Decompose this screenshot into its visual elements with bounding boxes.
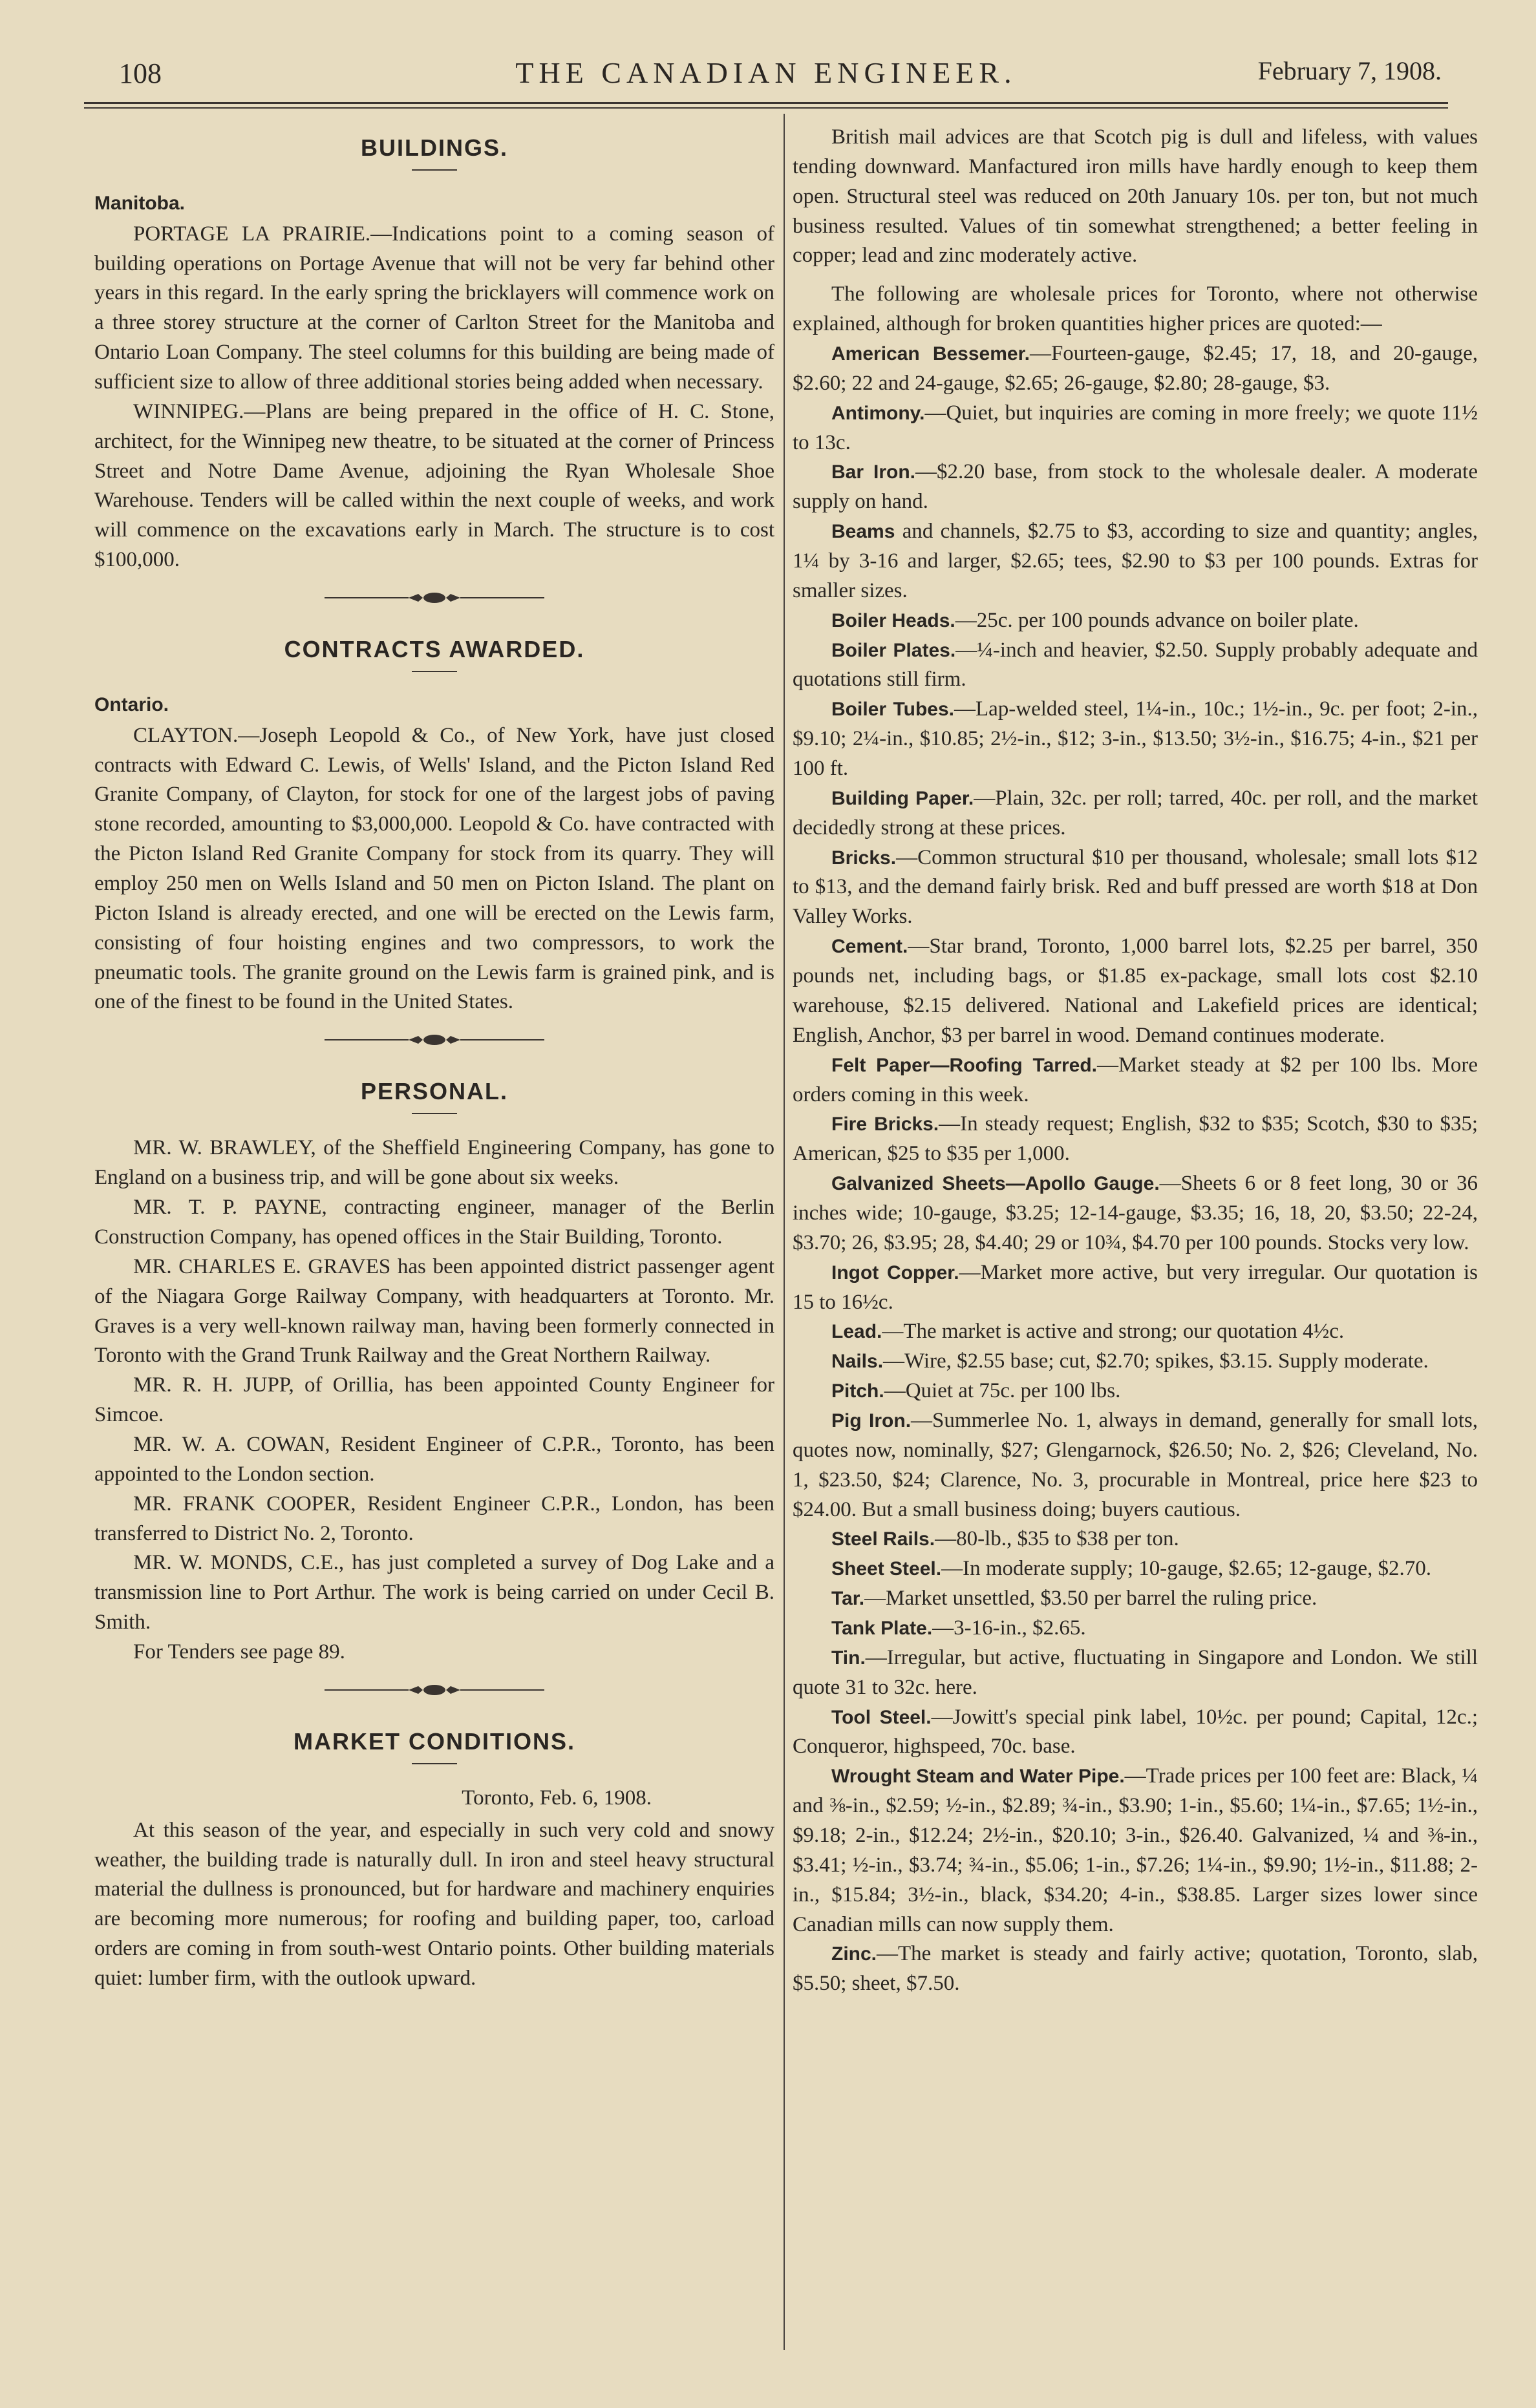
price-entry: [793, 1939, 1478, 1999]
market-heading: MARKET CONDITIONS.: [293, 1727, 575, 1755]
header-rule-thin: [84, 107, 1448, 109]
price-item-name: Bar Iron.: [831, 461, 916, 483]
personal-item: MR. R. H. JUPP, of Orillia, has been appointed County Engineer for Simcoe.: [94, 1373, 774, 1427]
price-item-text: —Common structural $10 per thousand, wholesale; small lots $12 to $13, and the demand fairly brisk. Red and buff pressed are worth $18 at Don Valley Works.: [793, 845, 1478, 929]
header-rule: [84, 102, 1448, 104]
price-item-text: —80-lb., $35 to $38 per ton.: [935, 1527, 1179, 1551]
right-column: [793, 123, 1478, 1999]
price-item-name: Sheet Steel.: [831, 1558, 942, 1580]
price-item-text: —Jowitt's special pink label, 10½c. per pound; Capital, 12c.; Conqueror, highspeed, 70c. base.: [793, 1705, 1478, 1758]
price-item-text: —Trade prices per 100 feet are: Black, ¼ and ⅜-in., $2.59; ½-in., $2.89; ¾-in., $3.90; 1-in., $5.60; 1¼-in., $7.65; 1½-in., $9.18; 2-in., $12.24; 2½-in., $20.10; 3-in., $26.40. Galvanized, ¼ and ⅜-in., $3.41; ½-in., $3.74; ¾-in., $5.06; 1-in., $7.26; 1¼-in., $9.90; 1½-in., $11.88; 2-in., $15.84; 3½-in., black, $34.20; 4-in., $38.85. Larger sizes lower since Canadian mills can now supply them.: [793, 1764, 1478, 1936]
price-item-text: —Fourteen-gauge, $2.45; 17, 18, and 20-gauge, $2.60; 22 and 24-gauge, $2.65; 26-gauge, $2.80; 28-gauge, $3.: [793, 342, 1478, 395]
price-item-text: —3-16-in., $2.65.: [932, 1616, 1086, 1640]
price-item-text: —¼-inch and heavier, $2.50. Supply probably adequate and quotations still firm.: [793, 638, 1478, 692]
price-entry: [793, 843, 1478, 933]
price-item-name: Pig Iron.: [831, 1410, 912, 1431]
left-column: [94, 123, 774, 1994]
price-item-text: —Market more active, but very irregular. Our quotation is 15 to 16½c.: [793, 1260, 1478, 1314]
section-ornament: [94, 1030, 774, 1059]
price-item-name: Tank Plate.: [831, 1617, 933, 1639]
region-manitoba: Manitoba.: [94, 193, 185, 215]
price-entry: [793, 1584, 1478, 1614]
price-item-name: Tin.: [831, 1647, 866, 1669]
price-item-text: —Plain, 32c. per roll; tarred, 40c. per roll, and the market decidedly strong at these prices.: [793, 786, 1478, 840]
price-item-name: Bricks.: [831, 847, 897, 869]
price-item-name: Antimony.: [831, 402, 925, 424]
price-item-name: Cement.: [831, 936, 908, 958]
portage-paragraph: PORTAGE LA PRAIRIE.—Indications point to a coming season of building operations on Portage Avenue that will not be very far behind other years in this regard. In the early spring the bricklayers will commence work on a three storey structure at the corner of Carlton Street for the Manitoba and Ontario Loan Company. The steel columns for this building are being made of sufficient size to allow of three additional stories being added when necessary.: [94, 222, 774, 394]
price-item-text: —Lap-welded steel, 1¼-in., 10c.; 1½-in., 9c. per foot; 2-in., $9.10; 2¼-in., $10.85; 2½-in., $12; 3-in., $13.50; 3½-in., $16.75; 4-in., $21 per 100 ft.: [793, 697, 1478, 781]
price-item-text: —The market is steady and fairly active; quotation, Toronto, slab, $5.50; sheet, $7.50.: [793, 1942, 1478, 1996]
price-item-text: —25c. per 100 pounds advance on boiler plate.: [955, 608, 1359, 632]
price-item-text: and channels, $2.75 to $3, according to size and quantity; angles, 1¼ by 3-16 and larger, $2.65; tees, $2.90 to $3 per 100 pounds. Extras for smaller sizes.: [793, 520, 1478, 602]
price-entry: [793, 1051, 1478, 1110]
price-item-name: Tar.: [831, 1588, 865, 1610]
clayton-paragraph: CLAYTON.—Joseph Leopold & Co., of New York, have just closed contracts with Edward C. Lewis, of Wells' Island, and the Picton Island Red Granite Company, of Clayton, for stock for one of the largest jobs of paving stone recorded, amounting to $3,000,000. Leopold & Co. have contracted with the Picton Island Red Granite Company for stock from its quarry. They will employ 250 men on Wells Island and 50 men on Picton Island. The plant on Picton Island is already erected, and one will be erected on the Lewis farm, consisting of four hoisting engines and two compressors, to work the pneumatic tools. The granite ground on the Lewis farm is grained pink, and is one of the finest to be found in the United States.: [94, 723, 774, 1014]
price-item-text: —Irregular, but active, fluctuating in Singapore and London. We still quote 31 to 32c. here.: [793, 1645, 1478, 1699]
price-item-name: Wrought Steam and Water Pipe.: [831, 1766, 1125, 1788]
price-entry: [793, 932, 1478, 1050]
price-item-name: Felt Paper—Roofing Tarred.: [831, 1054, 1097, 1076]
price-entry: [793, 636, 1478, 695]
price-entry: [793, 1554, 1478, 1584]
section-rule: [412, 1113, 457, 1114]
price-entry: [793, 1377, 1478, 1406]
winnipeg-paragraph: WINNIPEG.—Plans are being prepared in the office of H. C. Stone, architect, for the Winnipeg new theatre, to be situated at the corner of Princess Street and Notre Dame Avenue, adjoining the Ryan Wholesale Shoe Warehouse. Tenders will be called within the next couple of weeks, and work will commence on the excavations early in March. The structure is to cost $100,000.: [94, 399, 774, 572]
personal-item: MR. W. A. COWAN, Resident Engineer of C.P.R., Toronto, has been appointed to the London section.: [94, 1432, 774, 1486]
ornament-icon: [325, 1680, 544, 1700]
price-entry: [793, 399, 1478, 458]
section-rule: [412, 169, 457, 171]
price-entry: [793, 1703, 1478, 1762]
price-item-text: —Market unsettled, $3.50 per barrel the ruling price.: [864, 1587, 1317, 1611]
price-entry: [793, 606, 1478, 636]
price-entry: [793, 458, 1478, 517]
price-entry: [793, 1169, 1478, 1258]
price-item-text: —In moderate supply; 10-gauge, $2.65; 12-gauge, $2.70.: [941, 1557, 1431, 1581]
section-rule: [412, 1763, 457, 1764]
price-entry: [793, 1258, 1478, 1318]
section-ornament: [94, 588, 774, 617]
price-list: [793, 339, 1478, 1999]
personal-item: MR. CHARLES E. GRAVES has been appointed district passenger agent of the Niagara Gorge Railway Company, with headquarters at Toronto. Mr. Graves is a very well-known railway man, having been formerly connected in Toronto with the Grand Trunk Railway and the Great Northern Railway.: [94, 1254, 774, 1368]
page-header: [91, 53, 1442, 100]
price-item-text: —Market steady at $2 per 100 lbs. More orders coming in this week.: [793, 1053, 1478, 1106]
price-intro: The following are wholesale prices for Toronto, where not otherwise explained, although for broken quantities higher prices are quoted:—: [793, 282, 1478, 336]
price-item-name: Nails.: [831, 1351, 884, 1373]
price-item-name: Lead.: [831, 1321, 882, 1343]
market-intro: British mail advices are that Scotch pig is dull and lifeless, with values tending downward. Manfactured iron mills have hardly enough to keep them open. Structural steel was reduced on 20th January 10s. per ton, but not much business resulted. Values of tin somewhat strengthened; a better feeling in copper; lead and zinc moderately active.: [793, 125, 1478, 268]
price-item-name: Boiler Plates.: [831, 639, 956, 661]
price-item-name: Steel Rails.: [831, 1528, 935, 1550]
price-item-text: —$2.20 base, from stock to the wholesale dealer. A moderate supply on hand.: [793, 460, 1478, 514]
price-item-name: Tool Steel.: [831, 1706, 932, 1728]
page-number: 108: [119, 58, 162, 89]
personal-item: MR. FRANK COOPER, Resident Engineer C.P.R., London, has been transferred to District No. 2, Toronto.: [94, 1492, 774, 1545]
issue-date: February 7, 1908.: [1257, 56, 1442, 85]
personal-item: MR. T. P. PAYNE, contracting engineer, manager of the Berlin Construction Company, has opened offices in the Stair Building, Toronto.: [94, 1196, 774, 1249]
ornament-icon: [325, 588, 544, 607]
section-ornament: [94, 1680, 774, 1709]
price-item-name: Galvanized Sheets—Apollo Gauge.: [831, 1173, 1160, 1195]
personal-item: MR. W. BRAWLEY, of the Sheffield Engineering Company, has gone to England on a business trip, and will be gone about six weeks.: [94, 1136, 774, 1190]
contracts-heading: CONTRACTS AWARDED.: [284, 636, 585, 663]
price-item-text: —In steady request; English, $32 to $35; Scotch, $30 to $35; American, $25 to $35 per 1,000.: [793, 1112, 1478, 1166]
price-item-text: —The market is active and strong; our quotation 4½c.: [882, 1320, 1345, 1344]
price-item-name: Ingot Copper.: [831, 1262, 959, 1283]
personal-item: MR. W. MONDS, C.E., has just completed a survey of Dog Lake and a transmission line to Port Arthur. The work is being carried on under Cecil B. Smith.: [94, 1551, 774, 1634]
tenders-note: For Tenders see page 89.: [133, 1640, 345, 1663]
section-rule: [412, 671, 457, 672]
price-item-name: Boiler Heads.: [831, 609, 955, 631]
price-item-name: Fire Bricks.: [831, 1114, 939, 1135]
market-paragraph: At this season of the year, and especially in such very cold and snowy weather, the building trade is naturally dull. In iron and steel heavy structural material the dullness is pronounced, but for hardware and machinery enquiries are becoming more numerous; for roofing and building paper, too, carload orders are coming in from south-west Ontario points. Other building materials quiet: lumber firm, with the outlook upward.: [94, 1818, 774, 1991]
market-dateline: Toronto, Feb. 6, 1908.: [462, 1786, 652, 1810]
price-item-name: Building Paper.: [831, 787, 974, 809]
price-entry: [793, 695, 1478, 784]
price-entry: [793, 784, 1478, 843]
region-ontario: Ontario.: [94, 694, 169, 716]
price-entry: [793, 1406, 1478, 1525]
journal-title: THE CANADIAN ENGINEER.: [515, 56, 1017, 89]
price-entry: [793, 1317, 1478, 1347]
price-item-text: —Star brand, Toronto, 1,000 barrel lots, $2.25 per barrel, 350 pounds net, including bags, or $1.85 ex-package, small lots cost $2.10 warehouse, $2.15 delivered. National and Lakefield prices are identical; English, Anchor, $3 per barrel in wood. Demand continues moderate.: [793, 935, 1478, 1047]
price-entry: [793, 1525, 1478, 1554]
price-entry: [793, 517, 1478, 606]
price-entry: [793, 1110, 1478, 1169]
personal-heading: PERSONAL.: [360, 1078, 509, 1105]
column-divider: [784, 114, 785, 2350]
price-item-name: Boiler Tubes.: [831, 699, 954, 721]
price-item-name: American Bessemer.: [831, 343, 1030, 365]
price-item-name: Zinc.: [831, 1943, 877, 1965]
price-item-text: —Quiet at 75c. per 100 lbs.: [884, 1379, 1121, 1403]
price-item-name: Pitch.: [831, 1380, 884, 1402]
price-item-text: —Quiet, but inquiries are coming in more freely; we quote 11½ to 13c.: [793, 401, 1478, 454]
ornament-icon: [325, 1030, 544, 1050]
price-item-text: —Sheets 6 or 8 feet long, 30 or 36 inches wide; 10-gauge, $3.25; 12-14-gauge, $3.35; 16, 18, 20, $3.50; 22-24, $3.70; 26, $3.95; 28, $4.40; 29 or 10¾, $4.70 per 100 pounds. Stocks very low.: [793, 1172, 1478, 1254]
price-item-text: —Summerlee No. 1, always in demand, generally for small lots, quotes now, nominally, $27; Glengarnock, $26.50; No. 2, $26; Cleveland, No. 1, $23.50, $24; Clarence, No. 3, procurable in Montreal, price here $23 to $24.00. But a small business doing; buyers cautious.: [793, 1408, 1478, 1521]
price-entry: [793, 1347, 1478, 1377]
price-entry: [793, 339, 1478, 399]
price-entry: [793, 1762, 1478, 1939]
price-entry: [793, 1643, 1478, 1703]
price-item-name: Beams: [831, 521, 895, 543]
price-item-text: —Wire, $2.55 base; cut, $2.70; spikes, $3.15. Supply moderate.: [883, 1349, 1429, 1373]
buildings-heading: BUILDINGS.: [360, 134, 508, 161]
price-entry: [793, 1614, 1478, 1643]
